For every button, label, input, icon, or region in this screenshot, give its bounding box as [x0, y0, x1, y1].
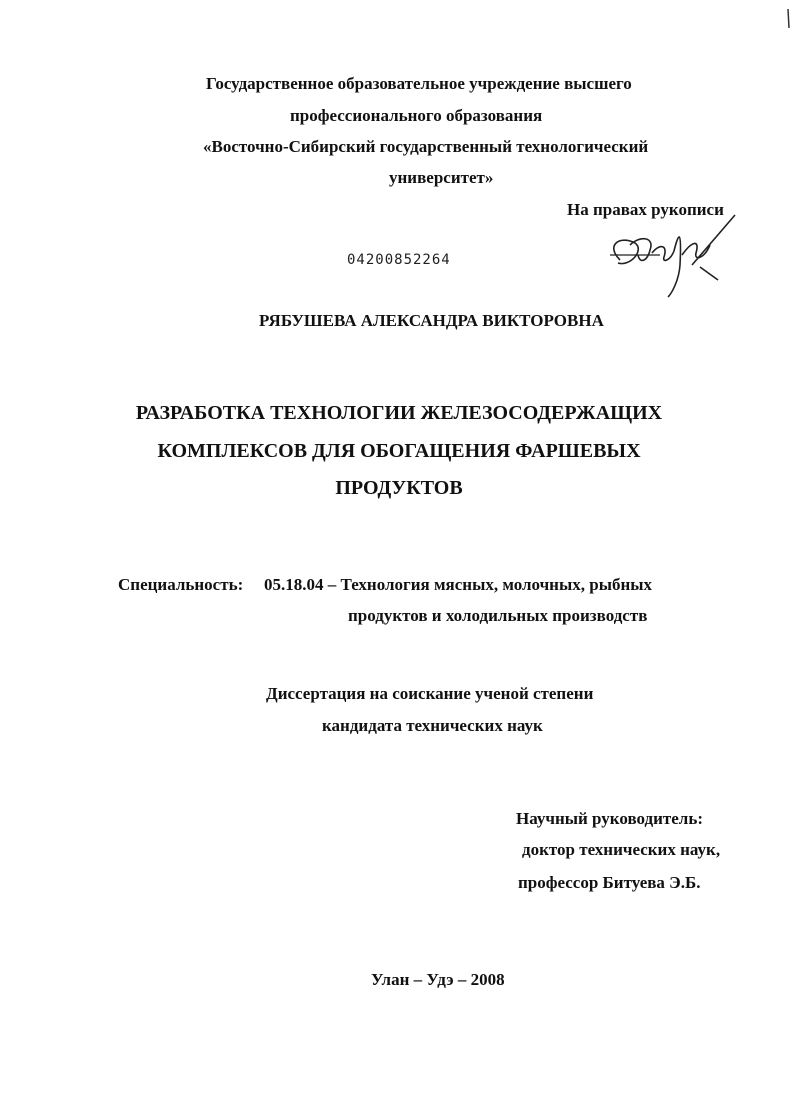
specialty-line-2: продуктов и холодильных производств — [348, 606, 648, 625]
title-line-3: ПРОДУКТОВ — [335, 477, 463, 499]
rights-note: На правах рукописи — [567, 200, 724, 219]
supervisor-title: доктор технических наук, — [522, 840, 721, 859]
scan-mark-icon — [786, 8, 792, 30]
institution-line-3: «Восточно-Сибирский государственный технологический — [203, 137, 649, 156]
document-code: 04200852264 — [347, 252, 451, 268]
specialty-line-1: 05.18.04 – Технология мясных, молочных, рыбных — [264, 575, 653, 594]
author-name: РЯБУШЕВА АЛЕКСАНДРА ВИКТОРОВНА — [259, 311, 604, 330]
title-line-2: КОМПЛЕКСОВ ДЛЯ ОБОГАЩЕНИЯ ФАРШЕВЫХ — [157, 440, 641, 462]
institution-line-1: Государственное образовательное учреждение высшего — [206, 74, 632, 93]
specialty-label: Специальность: — [118, 575, 244, 594]
degree-line-2: кандидата технических наук — [322, 716, 543, 735]
degree-line-1: Диссертация на соискание ученой степени — [266, 684, 594, 703]
institution-line-2: профессионального образования — [290, 106, 543, 125]
city-year: Улан – Удэ – 2008 — [371, 970, 505, 989]
supervisor-label: Научный руководитель: — [516, 809, 703, 828]
title-line-1: РАЗРАБОТКА ТЕХНОЛОГИИ ЖЕЛЕЗОСОДЕРЖАЩИХ — [135, 402, 663, 424]
institution-line-4: университет» — [389, 168, 494, 187]
supervisor-name: профессор Битуева Э.Б. — [518, 873, 701, 892]
signature-icon — [600, 205, 750, 300]
